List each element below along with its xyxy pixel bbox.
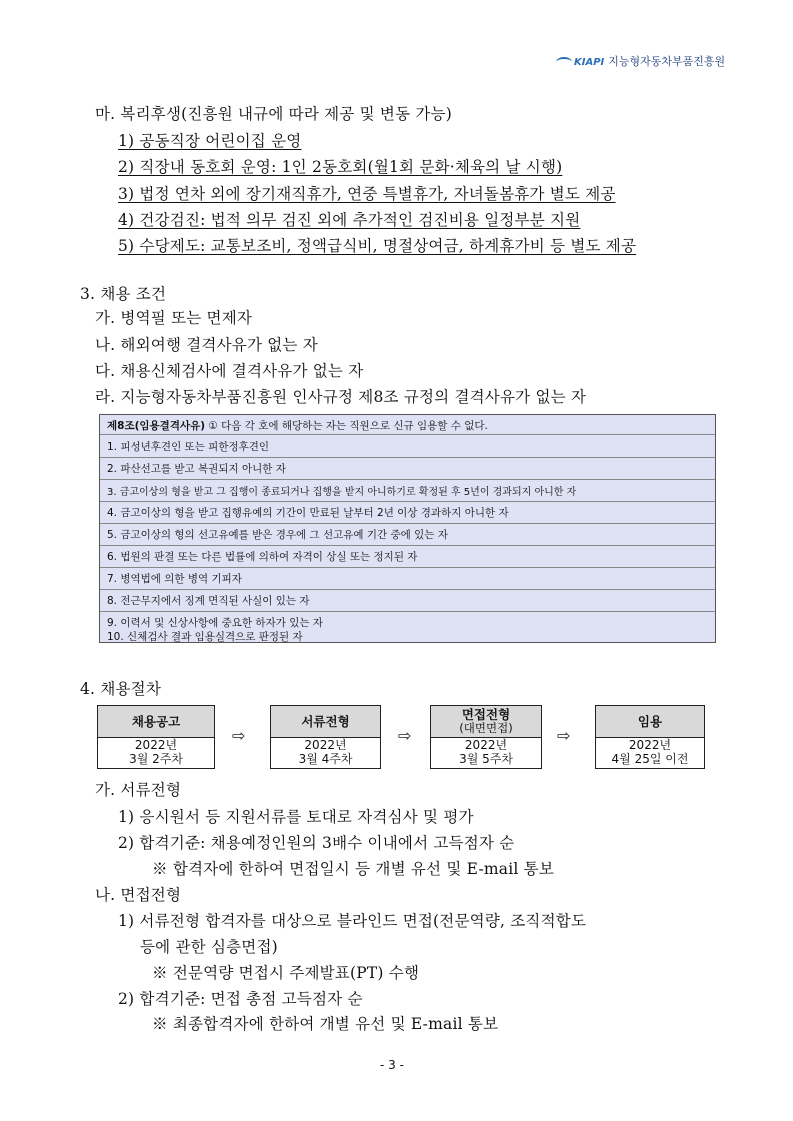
flow-step-year: 2022년 [464, 738, 508, 752]
welfare-item-4: 4) 건강검진: 법적 의무 검진 외에 추가적인 검진비용 일정부분 지원 [118, 211, 581, 229]
flow-step-document [270, 705, 381, 769]
flow-step-date [596, 738, 704, 768]
flow-step-when: 3월 4주차 [298, 752, 353, 766]
flow-step-interview [430, 705, 542, 769]
flow-step-name: 서류전형 [271, 706, 380, 738]
divider [100, 457, 715, 458]
org-name: 지능형자동차부품진흥원 [608, 55, 726, 68]
article-header [107, 418, 488, 433]
article-item: 3. 금고이상의 형을 받고 그 집행이 종료되거나 집행을 받지 아니하기로 확정된 후 5년이 경과되지 아니한 자 [107, 487, 577, 498]
article-intro: ① 다음 각 호에 해당하는 자는 직원으로 신규 임용할 수 없다. [208, 420, 488, 432]
logo-mark: KIAPI [574, 57, 605, 68]
document-screening-title: 가. 서류전형 [95, 781, 182, 799]
flow-step-date [271, 738, 380, 768]
divider [100, 523, 715, 524]
article-item: 10. 신체검사 결과 임용실격으로 판정된 자 [107, 631, 303, 643]
flow-step-announcement [97, 705, 215, 769]
interview-item-1-line1: 1) 서류전형 합격자를 대상으로 블라인드 면접(전문역량, 조직적합도 [118, 912, 587, 930]
flow-step-when: 4월 25일 이전 [611, 752, 689, 766]
interview-note-1: ※ 전문역량 면접시 주제발표(PT) 수행 [152, 964, 420, 982]
article-item: 4. 금고이상의 형을 받고 집행유예의 기간이 만료된 날부터 2년 이상 경과하지 아니한 자 [107, 507, 509, 519]
condition-item-4: 라. 지능형자동차부품진흥원 인사규정 제8조 규정의 결격사유가 없는 자 [95, 388, 587, 406]
flow-step-date [431, 738, 541, 768]
flow-step-year: 2022년 [304, 738, 347, 752]
conditions-title: 3. 채용 조건 [80, 285, 167, 303]
welfare-title: 마. 복리후생(진흥원 내규에 따라 제공 및 변동 가능) [95, 105, 452, 123]
document-screening-item-1: 1) 응시원서 등 지원서류를 토대로 자격심사 및 평가 [118, 808, 474, 826]
article-item: 6. 법원의 판결 또는 다른 법률에 의하여 자격이 상실 또는 정지된 자 [107, 551, 418, 563]
article-heading: 제8조(임용결격사유) [107, 420, 206, 432]
condition-item-2: 나. 해외여행 결격사유가 없는 자 [95, 336, 318, 354]
article-item: 7. 병역법에 의한 병역 기피자 [107, 573, 242, 585]
flow-step-name: 채용공고 [98, 706, 214, 738]
flow-step-name: 면접전형 [461, 707, 511, 723]
divider [100, 434, 715, 435]
divider [100, 567, 715, 568]
welfare-item-1: 1) 공동직장 어린이집 운영 [118, 132, 302, 150]
flow-step-appointment [595, 705, 705, 769]
right-arrow-icon: ⇨ [232, 726, 246, 745]
flow-step-date [98, 738, 214, 768]
article-item: 2. 파산선고를 받고 복권되지 아니한 자 [107, 463, 286, 475]
flow-step-name: 임용 [596, 706, 704, 738]
page-number: - 3 - [380, 1058, 404, 1072]
interview-note-2: ※ 최종합격자에 한하여 개별 유선 및 E-mail 통보 [152, 1015, 499, 1033]
flow-step-year: 2022년 [134, 738, 178, 752]
divider [100, 545, 715, 546]
divider [100, 589, 715, 590]
condition-item-1: 가. 병역필 또는 면제자 [95, 309, 253, 327]
divider [100, 611, 715, 612]
interview-title: 나. 면접전형 [95, 886, 182, 904]
document-screening-note: ※ 합격자에 한하여 면접일시 등 개별 유선 및 E-mail 통보 [152, 860, 555, 878]
article-item: 5. 금고이상의 형의 선고유예를 받은 경우에 그 선고유예 기간 중에 있는 자 [107, 529, 448, 541]
condition-item-3: 다. 채용신체검사에 결격사유가 없는 자 [95, 362, 364, 380]
interview-item-2: 2) 합격기준: 면접 총점 고득점자 순 [118, 990, 363, 1008]
right-arrow-icon: ⇨ [398, 726, 412, 745]
procedure-title: 4. 채용절차 [80, 680, 162, 698]
document-screening-item-2: 2) 합격기준: 채용예정인원의 3배수 이내에서 고득점자 순 [118, 834, 515, 852]
article-item: 8. 전근무지에서 징계 면직된 사실이 있는 자 [107, 595, 310, 607]
welfare-item-2: 2) 직장내 동호회 운영: 1인 2동호회(월1회 문화·체육의 날 시행) [118, 158, 563, 176]
divider [100, 479, 715, 480]
flow-step-year: 2022년 [628, 738, 672, 752]
article-box [99, 414, 716, 643]
divider [100, 501, 715, 502]
welfare-item-3: 3) 법정 연차 외에 장기재직휴가, 연중 특별휴가, 자녀돌봄휴가 별도 제공 [118, 185, 616, 203]
flow-step-head [431, 706, 541, 738]
article-item: 9. 이력서 및 신상사항에 중요한 하자가 있는 자 [107, 617, 323, 629]
header-logo [556, 53, 725, 69]
welfare-item-5: 5) 수당제도: 교통보조비, 정액급식비, 명절상여금, 하계휴가비 등 별도 제공 [118, 237, 637, 255]
flow-step-when: 3월 5주차 [459, 752, 513, 766]
interview-item-1-line2: 등에 관한 심층면접) [140, 938, 278, 956]
logo-swoosh-icon [556, 57, 572, 67]
flow-step-when: 3월 2주차 [129, 752, 183, 766]
article-item: 1. 피성년후견인 또는 피한정후견인 [107, 441, 270, 453]
right-arrow-icon: ⇨ [557, 726, 571, 745]
flow-step-sub: (대면면접) [459, 721, 513, 736]
